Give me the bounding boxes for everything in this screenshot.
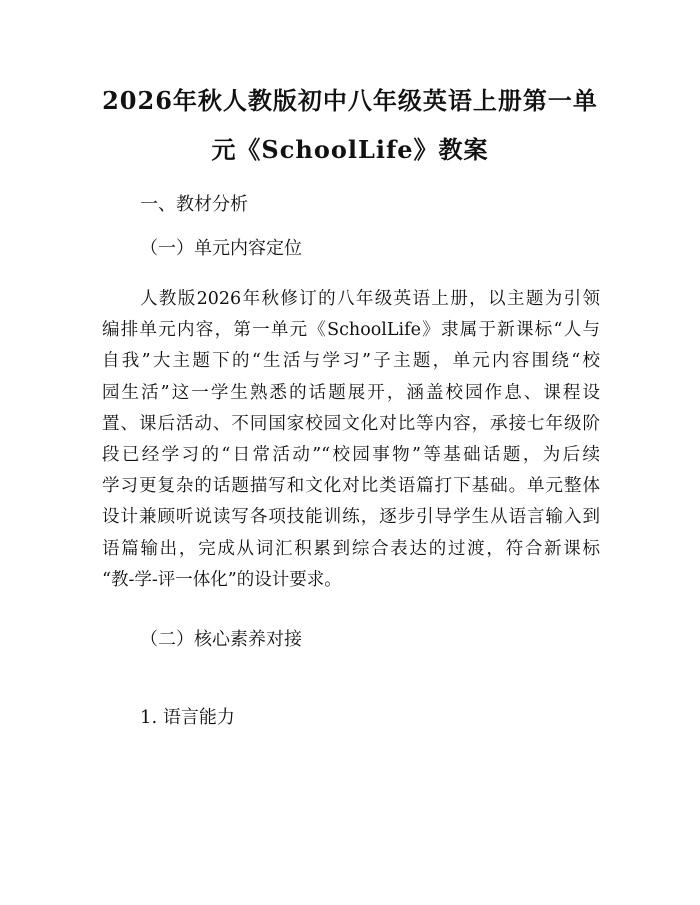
- subsection-heading-unit-positioning: （一）单元内容定位: [140, 238, 302, 259]
- section-heading-textbook-analysis: 一、教材分析: [140, 194, 248, 215]
- document-title-line-2: 元《SchoolLife》教案: [211, 135, 489, 164]
- subsection-heading-core-competencies: （二）核心素养对接: [140, 629, 302, 650]
- item-heading-language-ability: 1. 语言能力: [140, 707, 235, 728]
- paragraph-line: 园生活”这一学生熟悉的话题展开，涵盖校园作息、课程设: [102, 382, 600, 403]
- document-title-line-1: 2026年秋人教版初中八年级英语上册第一单: [102, 86, 598, 115]
- paragraph-unit-positioning: [102, 284, 600, 596]
- paragraph-line: 学习更复杂的话题描写和文化对比类语篇打下基础。单元整体: [102, 476, 600, 497]
- paragraph-line: 自我”大主题下的“生活与学习”子主题，单元内容围绕“校: [102, 351, 600, 372]
- paragraph-line: “教-学-评一体化”的设计要求。: [102, 569, 342, 590]
- paragraph-line: 人教版2026年秋修订的八年级英语上册，以主题为引领: [140, 289, 600, 309]
- paragraph-line: 编排单元内容，第一单元《SchoolLife》隶属于新课标“人与: [102, 320, 600, 341]
- paragraph-line: 设计兼顾听说读写各项技能训练，逐步引导学生从语言输入到: [102, 507, 600, 528]
- paragraph-line: 置、课后活动、不同国家校园文化对比等内容，承接七年级阶: [102, 413, 600, 434]
- paragraph-line: 段已经学习的“日常活动”“校园事物”等基础话题，为后续: [102, 444, 600, 465]
- paragraph-line: 语篇输出，完成从词汇积累到综合表达的过渡，符合新课标: [102, 538, 600, 559]
